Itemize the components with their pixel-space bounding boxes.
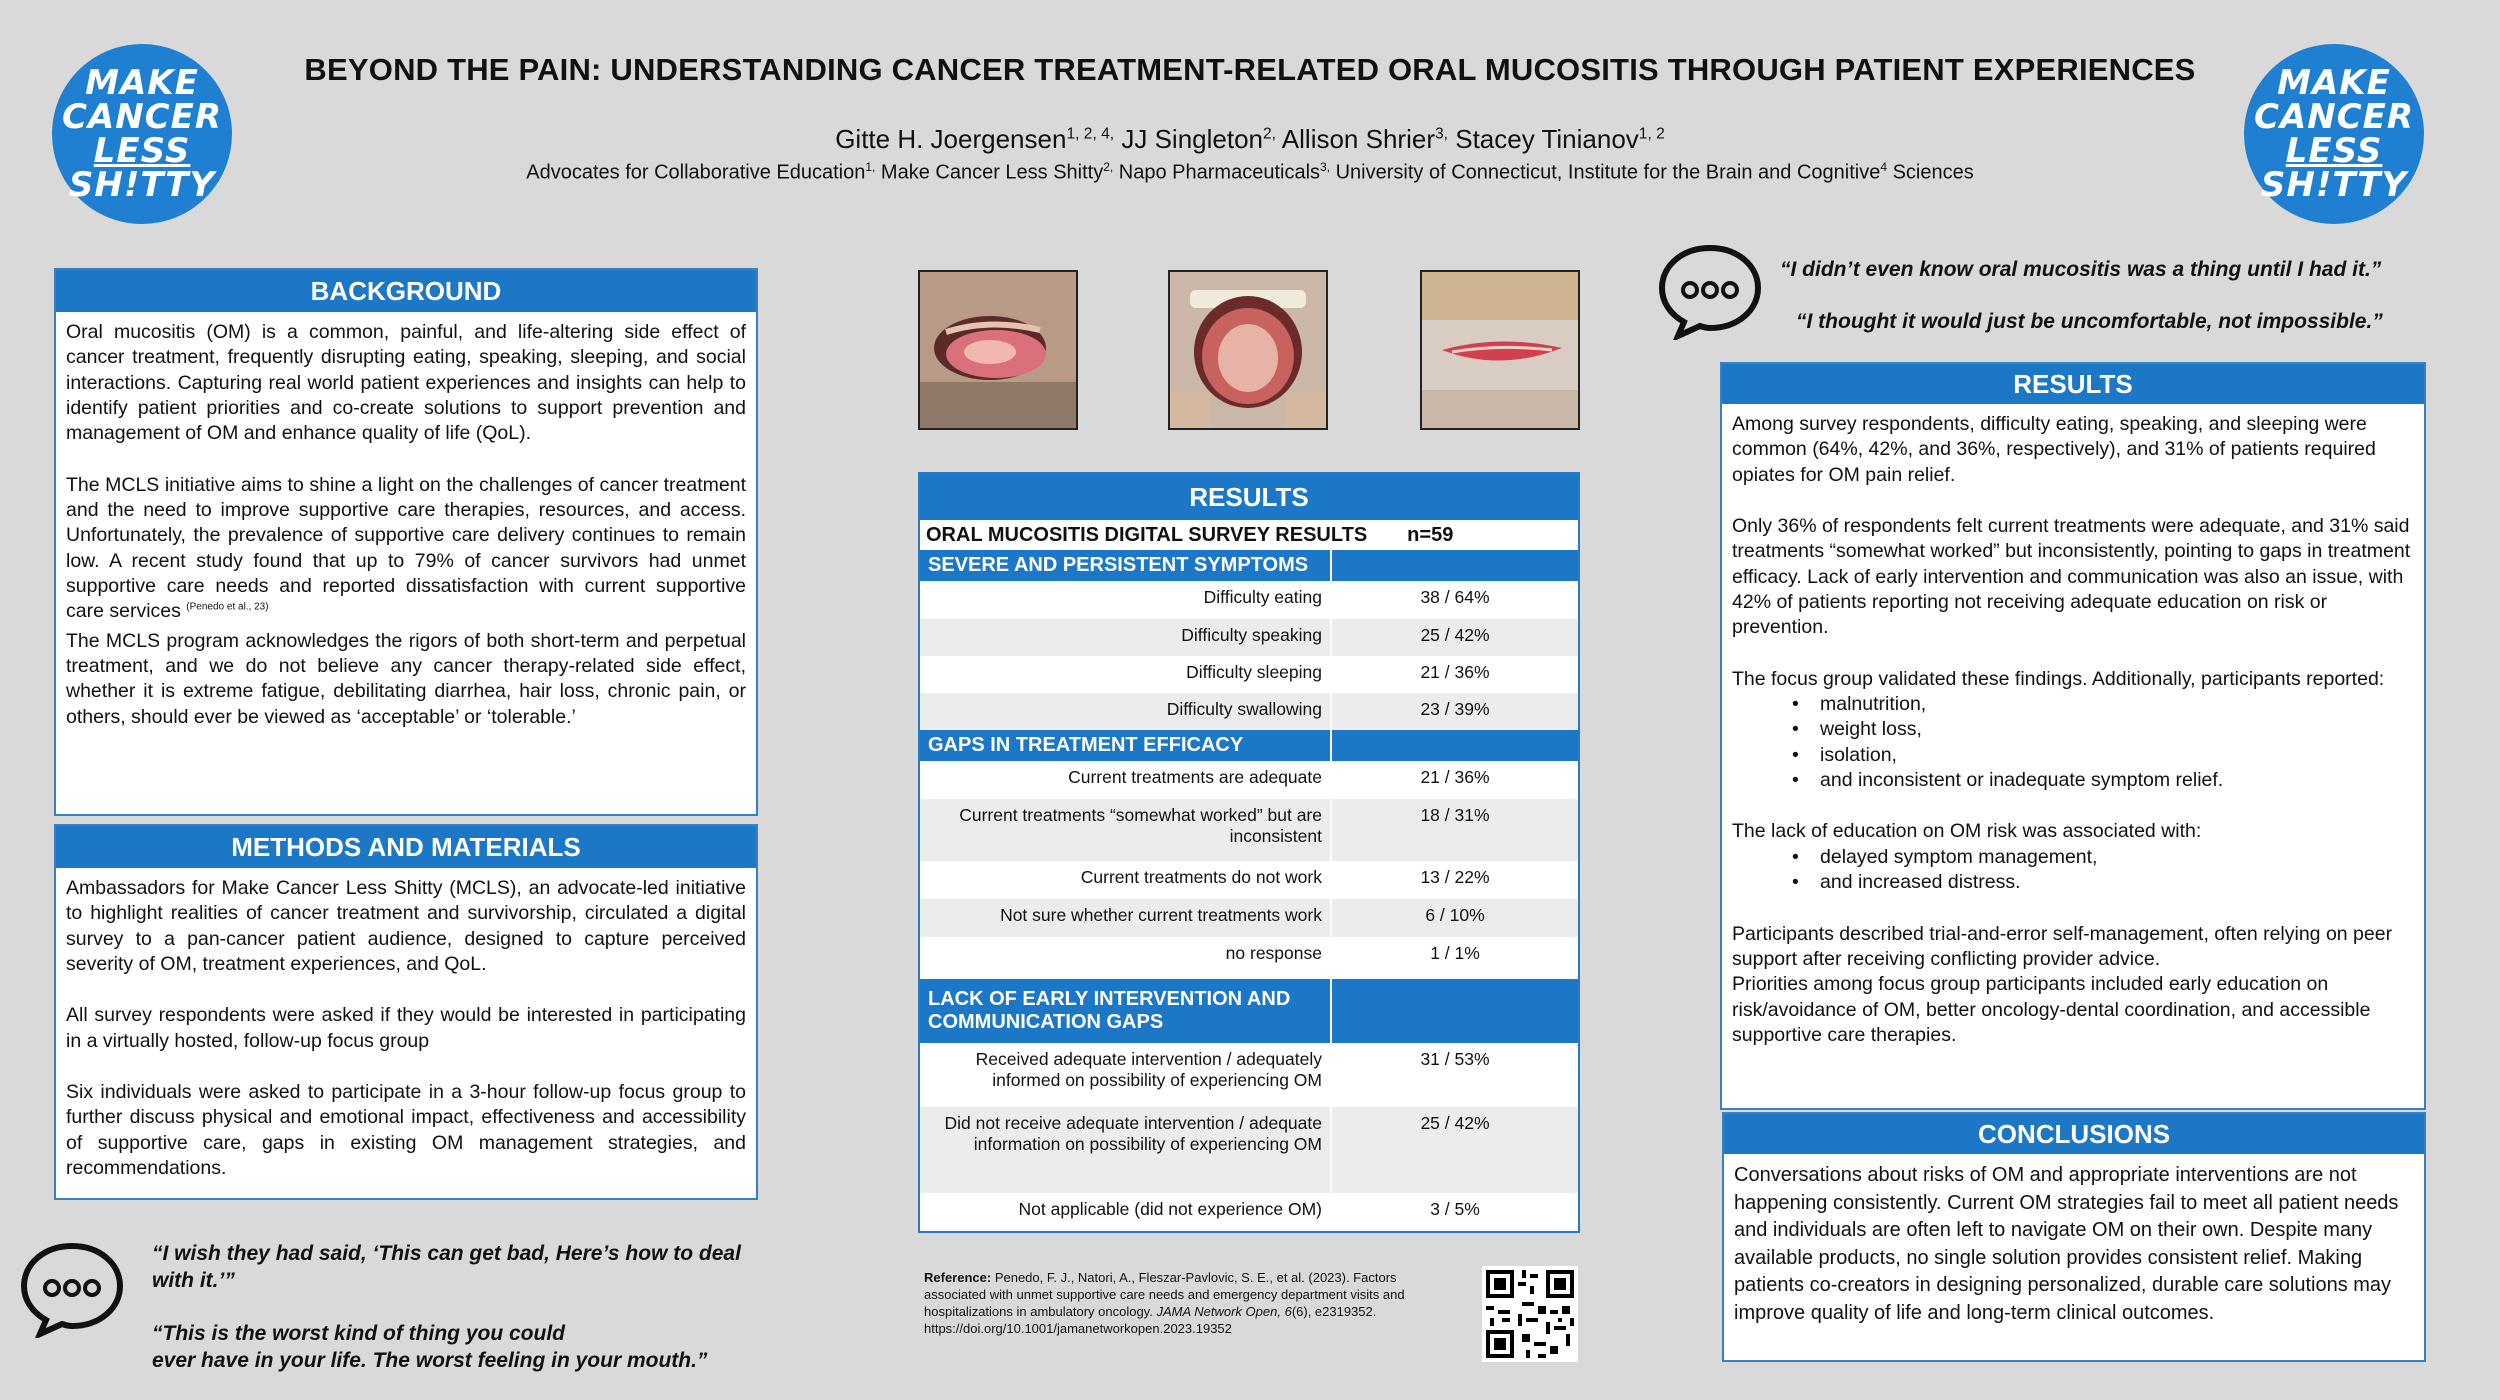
results-summary-panel [1720, 362, 2426, 1110]
row-label: Difficulty eating [1203, 587, 1322, 607]
methods-body [56, 868, 756, 1189]
results-paragraph: Among survey respondents, difficulty eating, speaking, and sleeping were common (64%, 42%, and 36%, respectively), and 31% of patients required opiates for OM pain relief. [1732, 413, 2376, 486]
reference-label: Reference: [924, 1270, 992, 1285]
affiliation: Make Cancer Less Shitty [875, 161, 1104, 184]
participant-reports-list [1792, 692, 2414, 793]
row-value: 38 / 64% [1330, 581, 1578, 619]
methods-paragraph: Six individuals were asked to participate in a 3-hour follow-up focus group to further discuss physical and emotional impact, effectiveness and accessibility of supportive care, gaps in existing OM management strategies, and recommendations. [66, 1081, 746, 1180]
sample-size: n=59 [1407, 523, 1454, 546]
author-name: Allison Shrier [1276, 124, 1435, 154]
table-row [920, 761, 1578, 799]
affiliation: Napo Pharmaceuticals [1113, 161, 1321, 184]
logo-text-cancer: CANCER [61, 97, 223, 137]
results-paragraph: Only 36% of respondents felt current treatments were adequate, and 31% said treatments “somewhat worked” but inconsistently, pointing to gaps in treatment efficacy. Lack of early intervention and communication was also an issue, with 42% of patients reporting not receiving adequate education on risk or prevention. [1732, 515, 2411, 639]
reference-citation [924, 1270, 1444, 1338]
results-paragraph: Priorities among focus group participants included early education on risk/avoidance of OM, better oncology-dental coordination, and accessible supportive care therapies. [1732, 973, 2371, 1046]
row-value: 21 / 36% [1330, 761, 1578, 799]
reference-doi-link[interactable]: https://doi.org/10.1001/jamanetworkopen.2023.19352 [924, 1320, 1232, 1336]
conclusions-panel [1722, 1112, 2426, 1362]
row-value: 3 / 5% [1330, 1193, 1578, 1231]
row-label: Not applicable (did not experience OM) [1018, 1199, 1322, 1219]
results-paragraph: The lack of education on OM risk was associated with: [1732, 820, 2202, 843]
row-value: 21 / 36% [1330, 656, 1578, 693]
table-row [920, 937, 1578, 979]
table-row [920, 656, 1578, 693]
author-sup: 1, 2 [1638, 125, 1665, 143]
row-label: Difficulty swallowing [1166, 699, 1322, 719]
row-label: Not sure whether current treatments work [1000, 905, 1322, 925]
citation: (Penedo et al., 23) [186, 601, 269, 613]
conclusions-heading: CONCLUSIONS [1724, 1114, 2424, 1154]
list-item: • and increased distress. [1792, 870, 2414, 895]
survey-results-table [918, 472, 1580, 1233]
table-row [920, 693, 1578, 730]
table-row [920, 1107, 1578, 1193]
patient-quote: “I wish they had said, ‘This can get bad, Here’s how to deal with it.’” [152, 1242, 741, 1293]
patient-quote [152, 1320, 792, 1375]
conclusions-body: Conversations about risks of OM and appropriate interventions are not happening consistently. Current OM strategies fail to meet all patient needs and individuals are often left to navigate OM on their own. Despite many available products, no single solution provides consistent relief. Making patients co-creators in designing personalized, durable care solutions may improve quality of life and long-term clinical outcomes. [1734, 1164, 2399, 1324]
list-item: • malnutrition, [1792, 692, 2414, 717]
author-name: Gitte H. Joergensen [835, 124, 1067, 154]
oral-mucositis-photo-3 [1420, 270, 1580, 430]
logo-text-shitty: SH!TTY [68, 165, 216, 205]
reference-journal: JAMA Network Open, 6 [1156, 1303, 1292, 1319]
affiliation-sup: 2, [1103, 160, 1114, 174]
table-row [920, 799, 1578, 861]
table-row [920, 1193, 1578, 1231]
table-row [920, 619, 1578, 656]
row-value: 31 / 53% [1330, 1043, 1578, 1107]
logo-text-shitty: SH!TTY [2260, 165, 2408, 205]
author-list [0, 124, 2500, 155]
list-item: • delayed symptom management, [1792, 845, 2414, 870]
table-row [920, 899, 1578, 937]
author-sup: 1, 2, 4, [1066, 125, 1115, 143]
methods-heading: METHODS AND MATERIALS [56, 826, 756, 868]
background-paragraph: Oral mucositis (OM) is a common, painful, and life-altering side effect of cancer treatment, frequently disrupting eating, speaking, sleeping, and social interactions. Capturing real world patient experiences and insights can help to identify patient priorities and co-create solutions to support prevention and management of OM and enhance quality of life (QoL). [66, 321, 746, 445]
logo-text-make: MAKE [85, 63, 199, 103]
table-title [920, 520, 1578, 550]
row-label: Received adequate intervention / adequately informed on possibility of experiencing OM [975, 1049, 1322, 1090]
results-paragraph: The focus group validated these findings. Additionally, participants reported: [1732, 667, 2385, 690]
table-row [920, 581, 1578, 619]
section-title: SEVERE AND PERSISTENT SYMPTOMS [928, 554, 1309, 576]
author-sup: 3, [1434, 125, 1448, 143]
list-item: • and inconsistent or inadequate symptom relief. [1792, 768, 2414, 793]
reference-text: (6), e2319352. [1291, 1303, 1377, 1319]
row-label: no response [1225, 943, 1322, 963]
background-paragraph [66, 473, 746, 625]
affiliation-sup: 1, [865, 160, 876, 174]
author-sup: 2, [1263, 125, 1277, 143]
row-value: 13 / 22% [1330, 861, 1578, 899]
methods-paragraph: All survey respondents were asked if they would be interested in participating in a virtually hosted, follow-up focus group [66, 1004, 746, 1052]
row-label: Current treatments are adequate [1068, 767, 1322, 787]
education-effects-list [1792, 845, 2414, 896]
row-value: 25 / 42% [1330, 619, 1578, 656]
row-value: 6 / 10% [1330, 899, 1578, 937]
background-panel [54, 268, 758, 816]
row-value: 1 / 1% [1330, 937, 1578, 979]
oral-mucositis-photo-2 [1168, 270, 1328, 430]
row-value: 25 / 42% [1330, 1107, 1578, 1193]
results-heading: RESULTS [1722, 364, 2424, 404]
row-value: 18 / 31% [1330, 799, 1578, 861]
row-value: 23 / 39% [1330, 693, 1578, 730]
methods-paragraph: Ambassadors for Make Cancer Less Shitty (MCLS), an advocate-led initiative to highlight realities of cancer treatment and survivorship, circulated a digital survey to a pan-cancer patient audience, designed to capture perceived severity of OM, treatment experiences, and QoL. [66, 877, 746, 976]
section-title: LACK OF EARLY INTERVENTION AND COMMUNICATION GAPS [928, 988, 1291, 1033]
background-text: The MCLS initiative aims to shine a light on the challenges of cancer treatment and the need to improve supportive care therapies, resources, and access. Unfortunately, the prevalence of supportive care delivery continues to remain low. A recent study found that up to 79% of cancer survivors had unmet supportive care needs and reported dissatisfaction with current supportive care services [66, 473, 746, 623]
row-label: Did not receive adequate intervention / adequate information on possibility of experiencing OM [944, 1113, 1322, 1154]
results-paragraph: Participants described trial-and-error self-management, often relying on peer support after receiving conflicting provider advice. [1732, 922, 2393, 970]
patient-quote: “I didn’t even know oral mucositis was a thing until I had it.” [1780, 258, 2382, 281]
table-heading: RESULTS [920, 474, 1578, 520]
row-label: Difficulty speaking [1181, 625, 1322, 645]
methods-panel [54, 824, 758, 1200]
background-paragraph: The MCLS program acknowledges the rigors of both short-term and perpetual treatment, and we do not believe any cancer therapy-related side effect, whether it is extreme fatigue, debilitating diarrhea, hair loss, chronic pain, or others, should ever be viewed as ‘acceptable’ or ‘tolerable.’ [66, 629, 746, 728]
background-heading: BACKGROUND [56, 270, 756, 312]
table-section-header [920, 550, 1578, 581]
qr-code[interactable] [1482, 1266, 1578, 1362]
table-row [920, 1043, 1578, 1107]
table-section-header [920, 730, 1578, 761]
affiliation-sup: 4 [1880, 160, 1888, 174]
list-item: • weight loss, [1792, 717, 2414, 742]
logo-text-less: LESS [93, 131, 191, 171]
table-title-text: ORAL MUCOSITIS DIGITAL SURVEY RESULTS [926, 523, 1368, 546]
affiliation: Sciences [1887, 161, 1974, 184]
quote-line: “This is the worst kind of thing you could [152, 1322, 565, 1345]
row-label: Difficulty sleeping [1186, 662, 1322, 682]
quote-line: ever have in your life. The worst feeling in your mouth.” [152, 1349, 708, 1373]
affiliation-sup: 3, [1320, 160, 1331, 174]
table-section-header [920, 979, 1578, 1043]
reference-text: Penedo, F. J., Natori, A., Fleszar-Pavlovic, S. E., et al. (2023). Factors associated with unmet supportive care needs and emergency department visits and hospitalizations in ambulatory oncology. [924, 1270, 1405, 1319]
speech-bubble-icon [1654, 240, 1766, 340]
affiliation-list [0, 160, 2500, 185]
affiliation: University of Connecticut, Institute for the Brain and Cognitive [1330, 161, 1881, 184]
oral-mucositis-photo-1 [918, 270, 1078, 430]
patient-quote: “I thought it would just be uncomfortable, not impossible.” [1796, 310, 2383, 333]
table-row [920, 861, 1578, 899]
logo-text-less: LESS [2285, 131, 2383, 171]
row-label: Current treatments “somewhat worked” but are inconsistent [959, 805, 1322, 846]
list-item: • isolation, [1792, 743, 2414, 768]
section-title: GAPS IN TREATMENT EFFICACY [928, 734, 1244, 756]
results-body [1722, 404, 2424, 1056]
row-label: Current treatments do not work [1080, 867, 1322, 887]
poster-title: BEYOND THE PAIN: UNDERSTANDING CANCER TREATMENT-RELATED ORAL MUCOSITIS THROUGH PATIENT EXPERIENCES [304, 52, 2196, 87]
logo-text-make: MAKE [2277, 63, 2391, 103]
speech-bubble-icon [18, 1238, 126, 1338]
background-body [56, 312, 756, 738]
affiliation: Advocates for Collaborative Education [526, 161, 866, 184]
logo-text-cancer: CANCER [2253, 97, 2415, 137]
author-name: JJ Singleton [1114, 124, 1263, 154]
author-name: Stacey Tinianov [1448, 124, 1639, 154]
